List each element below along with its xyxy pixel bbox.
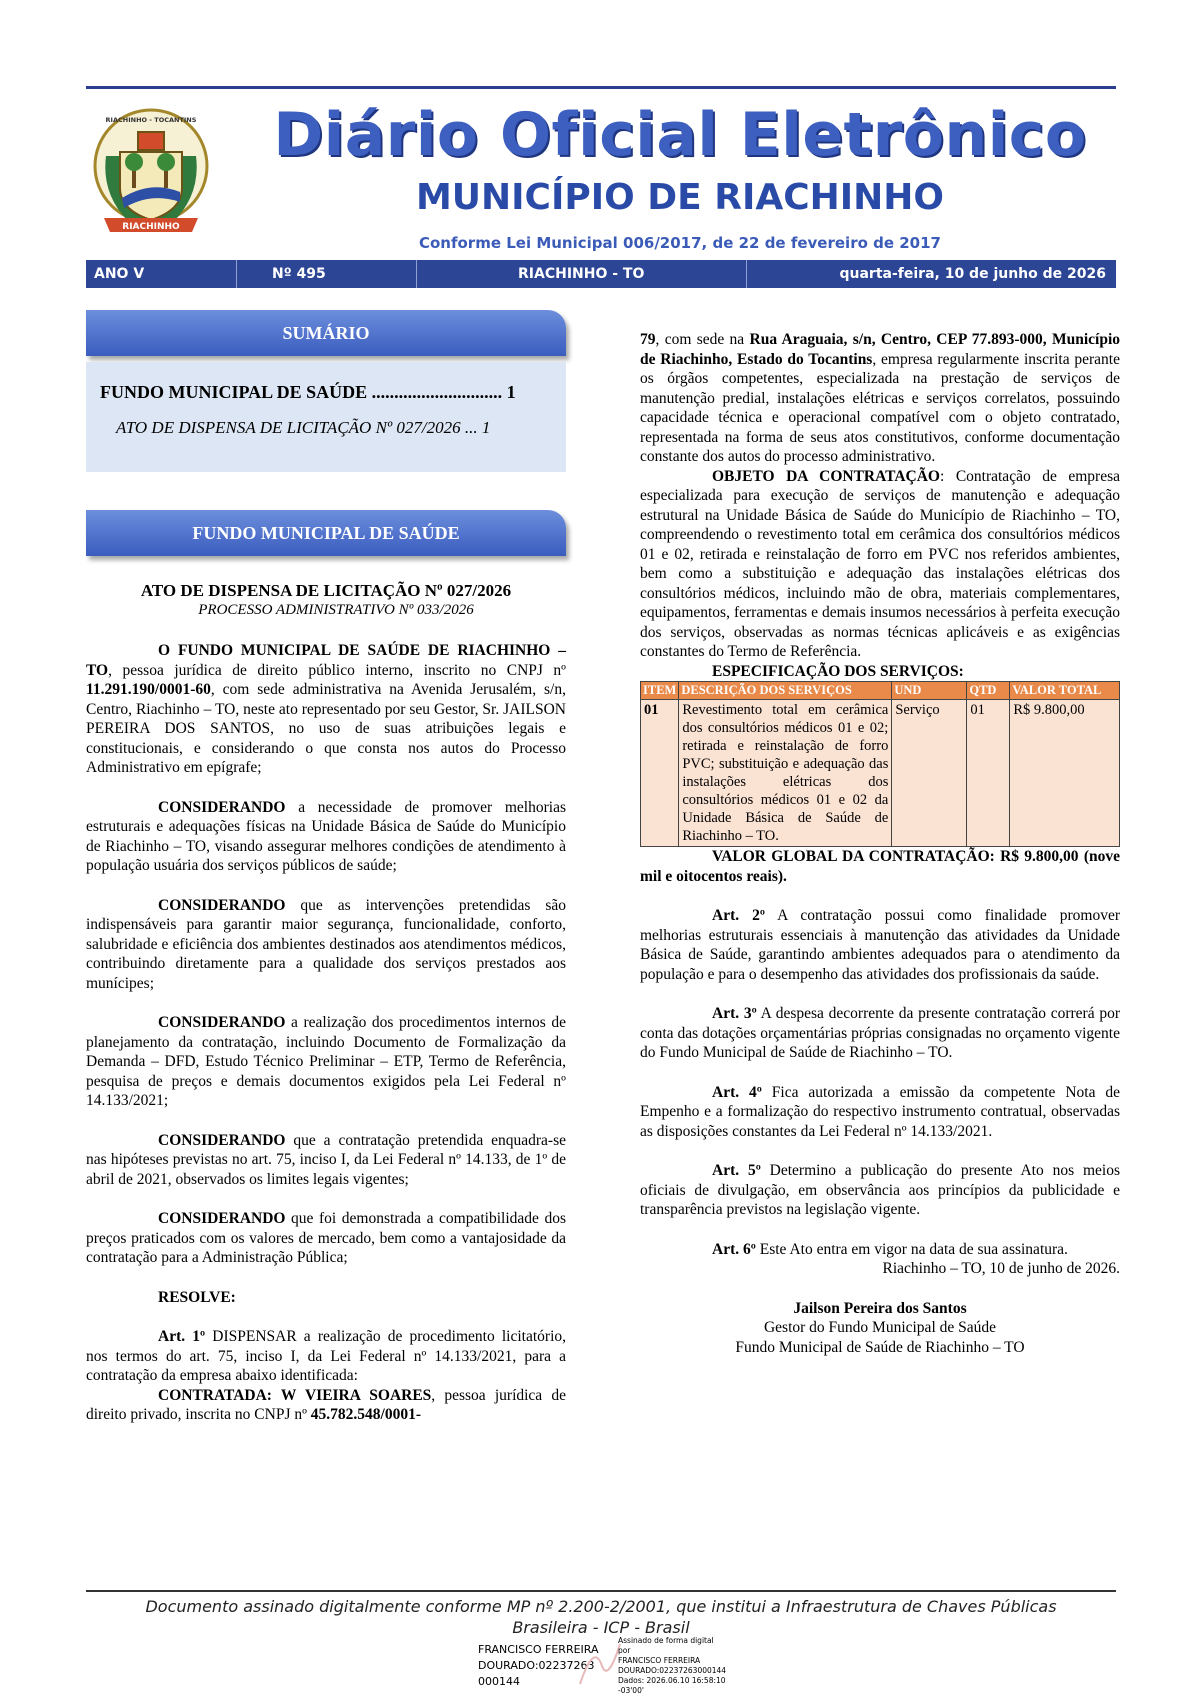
footer-line-1: Documento assinado digitalmente conforme MP nº 2.200-2/2001, que institui a Infraestrutura de Chaves Públicas xyxy=(145,1597,1057,1616)
considerando-4: CONSIDERANDO que a contratação pretendida enquadra-se nas hipóteses previstas no art. 75, inciso I, da Lei Federal nº 14.133, de 1º de abril de 2021, observados os limites legais vigentes; xyxy=(86,1131,566,1188)
col-item: ITEM xyxy=(641,682,679,700)
considerando-3: CONSIDERANDO a realização dos procedimentos internos de planejamento da contratação, incluindo Documento de Formalização da Demanda – DFD, Estudo Técnico Preliminar – ETP, Termo de Referência, pesquisa de preços e demais documentos exigidos pela Lei Federal nº 14.133/2021; xyxy=(86,1014,566,1109)
footer-line-2: Brasileira - ICP - Brasil xyxy=(512,1618,690,1637)
contratada-address: Rua Araguaia, s/n, Centro, CEP 77.893-000, Município de Riachinho, Estado do Tocantins xyxy=(640,331,1121,368)
footer-rule xyxy=(86,1590,1116,1592)
contratada-label: CONTRATADA: W VIEIRA SOARES xyxy=(158,1386,432,1404)
edition-year: ANO V xyxy=(94,266,145,282)
digital-signature-name: FRANCISCO FERREIRA DOURADO:02237263 000144 xyxy=(478,1643,599,1688)
signer-org: Fundo Municipal de Saúde de Riachinho – TO xyxy=(735,1338,1025,1356)
considerando-5: CONSIDERANDO que foi demonstrada a compatibilidade dos preços praticados com os valores de mercado, bem como a vantajosidade da contratação para a Administração Pública; xyxy=(86,1210,566,1266)
cell-qtd: 01 xyxy=(967,700,1010,847)
intro-cnpj: 11.291.190/0001-60 xyxy=(86,681,211,698)
cell-item: 01 xyxy=(641,700,679,847)
toc-item-ato[interactable]: ATO DE DISPENSA DE LICITAÇÃO Nº 027/2026 ... 1 xyxy=(116,418,491,437)
col-und: UND xyxy=(892,682,967,700)
table-header-row xyxy=(641,682,1120,700)
edition-number: Nº 495 xyxy=(272,266,326,282)
article-4: Art. 4º Fica autorizada a emissão da competente Nota de Empenho e a formalização do respectivo instrumento contratual, observadas as disposições constantes da Lei Federal nº 14.133/2021. xyxy=(640,1083,1120,1140)
logo-text-bottom: RIACHINHO xyxy=(122,222,180,232)
top-rule xyxy=(86,86,1116,89)
col-desc: DESCRIÇÃO DOS SERVIÇOS xyxy=(679,682,892,700)
intro-entity: O FUNDO MUNICIPAL DE SAÚDE DE RIACHINHO – TO xyxy=(86,642,566,679)
article-5: Art. 5º Determino a publicação do presente Ato nos meios oficiais de divulgação, em observância aos princípios da publicidade e transparência previstos na legislação vigente. xyxy=(640,1162,1120,1218)
sumario-heading: SUMÁRIO xyxy=(86,310,566,356)
col-qtd: QTD xyxy=(967,682,1010,700)
act-process: PROCESSO ADMINISTRATIVO Nº 033/2026 xyxy=(198,602,474,618)
sumario-box xyxy=(86,362,566,472)
left-column xyxy=(86,580,566,1425)
article-6: Art. 6º Este Ato entra em vigor na data de sua assinatura. xyxy=(712,1240,1068,1258)
legal-basis: Conforme Lei Municipal 006/2017, de 22 de fevereiro de 2017 xyxy=(418,234,941,252)
cell-und: Serviço xyxy=(892,700,967,847)
edition-info-bar xyxy=(86,260,1116,288)
digital-signature-meta: Assinado de forma digital por FRANCISCO FERREIRA DOURADO:02237263000144 Dados: 2026.06.10 16:58:10 -03'00' xyxy=(618,1636,727,1695)
article-2: Art. 2º A contratação possui como finalidade promover melhorias estruturais essenciais à manutenção das atividades da Unidade Básica de Saúde, garantindo ambientes adequados para o atendimento da população e para o desempenho das atividades dos profissionais da saúde. xyxy=(640,907,1120,983)
considerando-2: CONSIDERANDO que as intervenções pretendidas são indispensáveis para garantir maior segurança, funcionalidade, conforto, salubridade e eficiência dos ambientes destinados aos atendimentos médicos, contribuindo diretamente para a qualidade dos serviços prestados aos munícipes; xyxy=(86,896,566,992)
edition-location: RIACHINHO - TO xyxy=(518,266,645,282)
right-column xyxy=(640,330,1120,1357)
table-row xyxy=(641,700,1120,847)
cell-valor: R$ 9.800,00 xyxy=(1010,700,1120,847)
place-date: Riachinho – TO, 10 de junho de 2026. xyxy=(882,1260,1120,1277)
gazette-title: Diário Oficial Eletrônico xyxy=(273,100,1087,170)
article-1: Art. 1º DISPENSAR a realização de procedimento licitatório, nos termos do art. 75, inciso I, da Lei Federal nº 14.133/2021, para a contratação da empresa abaixo identificada: xyxy=(86,1328,567,1384)
contratada-continued: 79, com sede na Rua Araguaia, s/n, Centro, CEP 77.893-000, Município de Riachinho, Estado do Tocantins, empresa regularmente inscrita perante os órgãos competentes, especializada na prestação de serviços de manutenção predial, instalações elétricas e serviços correlatos, possuindo capacidade técnica e operacional compatível com o objeto contratado, representada na forma de seus atos constitutivos, conforme documentação constante dos autos do processo administrativo. xyxy=(640,331,1121,465)
resolve: RESOLVE: xyxy=(158,1288,236,1306)
contratada: CONTRATADA: W VIEIRA SOARES, pessoa jurídica de direito privado, inscrita no CNPJ nº 45.782.548/0001- xyxy=(86,1386,566,1423)
objeto-label: OBJETO DA CONTRATAÇÃO xyxy=(712,467,940,485)
act-title: ATO DE DISPENSA DE LICITAÇÃO Nº 027/2026 xyxy=(140,581,512,600)
toc-item-fundo[interactable]: FUNDO MUNICIPAL DE SAÚDE ............................. 1 xyxy=(100,382,516,402)
logo-text-top: RIACHINHO - TOCANTINS xyxy=(105,116,197,124)
act-intro: O FUNDO MUNICIPAL DE SAÚDE DE RIACHINHO – TO, pessoa jurídica de direito público interno, inscrito no CNPJ nº 11.291.190/0001-60, com sede administrativa na Avenida Jerusalém, s/n, Centro, Riachinho – TO, neste ato representado por seu Gestor, Sr. JAILSON PEREIRA DOS SANTOS, no uso de suas atribuições legais e constitucionais, e considerando o que consta nos autos do Processo Administrativo em epígrafe; xyxy=(86,642,566,776)
footer-notice xyxy=(86,1596,1116,1638)
col-valor: VALOR TOTAL xyxy=(1010,682,1120,700)
article-3: Art. 3º A despesa decorrente da presente contratação correrá por conta das dotações orçamentárias próprias consignadas no orçamento vigente do Fundo Municipal de Saúde de Riachinho – TO. xyxy=(640,1005,1121,1061)
coat-of-arms-icon xyxy=(86,106,216,246)
edition-date: quarta-feira, 10 de junho de 2026 xyxy=(839,266,1106,282)
objeto: OBJETO DA CONTRATAÇÃO: Contratação de empresa especializada para execução de serviços de manutenção e adequação estrutural na Unidade Básica de Saúde do Município de Riachinho – TO, compreendendo o revestimento total em cerâmica dos consultórios médicos 01 e 02, retirada e reinstalação de forro em PVC nos referidos ambientes, bem como a substituição e adequação das instalações elétricas dos consultórios médicos, incluindo mão de obra, materiais complementares, equipamentos, ferramentas e demais insumos necessários à perfeita execução dos serviços, observadas as normas técnicas aplicáveis e as exigências constantes do Termo de Referência. xyxy=(640,467,1120,660)
signer-name: Jailson Pereira dos Santos xyxy=(793,1299,967,1317)
spec-heading: ESPECIFICAÇÃO DOS SERVIÇOS: xyxy=(712,662,964,680)
signer-role: Gestor do Fundo Municipal de Saúde xyxy=(763,1319,997,1336)
considerando-1: CONSIDERANDO a necessidade de promover melhorias estruturais e adequações físicas na Unidade Básica de Saúde do Município de Riachinho – TO, visando assegurar melhores condições de atendimento à população usuária dos serviços públicos de saúde; xyxy=(86,798,566,874)
section-heading: FUNDO MUNICIPAL DE SAÚDE xyxy=(86,510,566,556)
valor-global: VALOR GLOBAL DA CONTRATAÇÃO: R$ 9.800,00 (nove mil e oitocentos reais). xyxy=(640,848,1120,885)
cell-desc: Revestimento total em cerâmica dos consultórios médicos 01 e 02; retirada e reinstalação de forro PVC; substituição e adequação das instalações elétricas dos consultórios médicos 01 e 02 da Unidade Básica de Saúde de Riachinho – TO. xyxy=(679,700,892,847)
municipality-name: MUNICÍPIO DE RIACHINHO xyxy=(415,177,945,218)
services-table xyxy=(640,681,1120,847)
